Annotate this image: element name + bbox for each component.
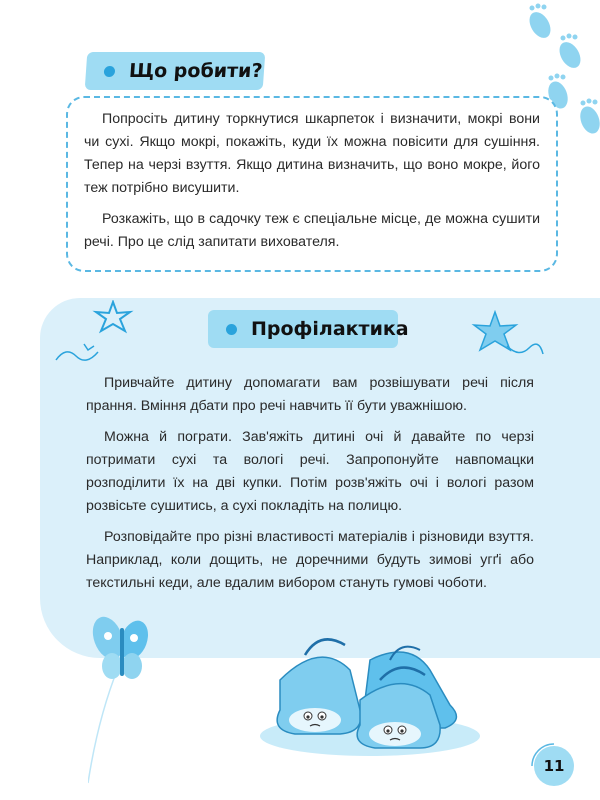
butterfly-illustration	[88, 608, 198, 788]
bullet-dot-icon	[104, 66, 116, 77]
prevention-text	[86, 372, 534, 595]
starfish-icon	[92, 300, 134, 334]
what-to-do-heading-tab	[85, 52, 266, 90]
prevention-heading-tab	[208, 310, 409, 348]
shoes-illustration	[250, 620, 480, 760]
page-number: 11	[534, 746, 574, 786]
what-to-do-paragraph-2: Розкажіть, що в садочку теж є спеціальне місце, де можна сушити речі. Про це слід запитати вихователя.	[84, 211, 540, 250]
prevention-paragraph-3: Розповідайте про різні властивості матеріалів і різновиди взуття. Наприклад, коли дощить, не доречними будуть зимові угґі або текстильні кеди, але вдалим вибором стануть гумові чоботи.	[86, 529, 534, 591]
swirl-decoration-icon	[54, 340, 104, 370]
swirl-decoration-icon	[505, 340, 545, 366]
prevention-paragraph-2: Можна й пограти. Зав'яжіть дитині очі й давайте по черзі потримати сухі та вологі речі. Запропонуйте навпомацки розподілити їх на дві купки. Потім розв'яжіть очі і вологі разом розвісьте сушитись, а сухі покладіть на полицю.	[86, 429, 534, 514]
prevention-paragraph-1: Привчайте дитину допомагати вам розвішувати речі після прання. Вміння дбати про речі навчить її бути уважнішою.	[86, 375, 534, 414]
what-to-do-text	[84, 108, 540, 254]
bullet-dot-icon	[226, 324, 237, 335]
what-to-do-paragraph-1: Попросіть дитину торкнутися шкарпеток і визначити, мокрі вони чи сухі. Якщо мокрі, покажіть, куди їх можна повісити для сушіння. Тепер на черзі взуття. Якщо дитина визначить, що воно мокре, його теж потрібно висушити.	[84, 111, 540, 196]
what-to-do-heading: Що робити?	[128, 60, 264, 82]
prevention-heading: Профілактика	[251, 318, 409, 340]
